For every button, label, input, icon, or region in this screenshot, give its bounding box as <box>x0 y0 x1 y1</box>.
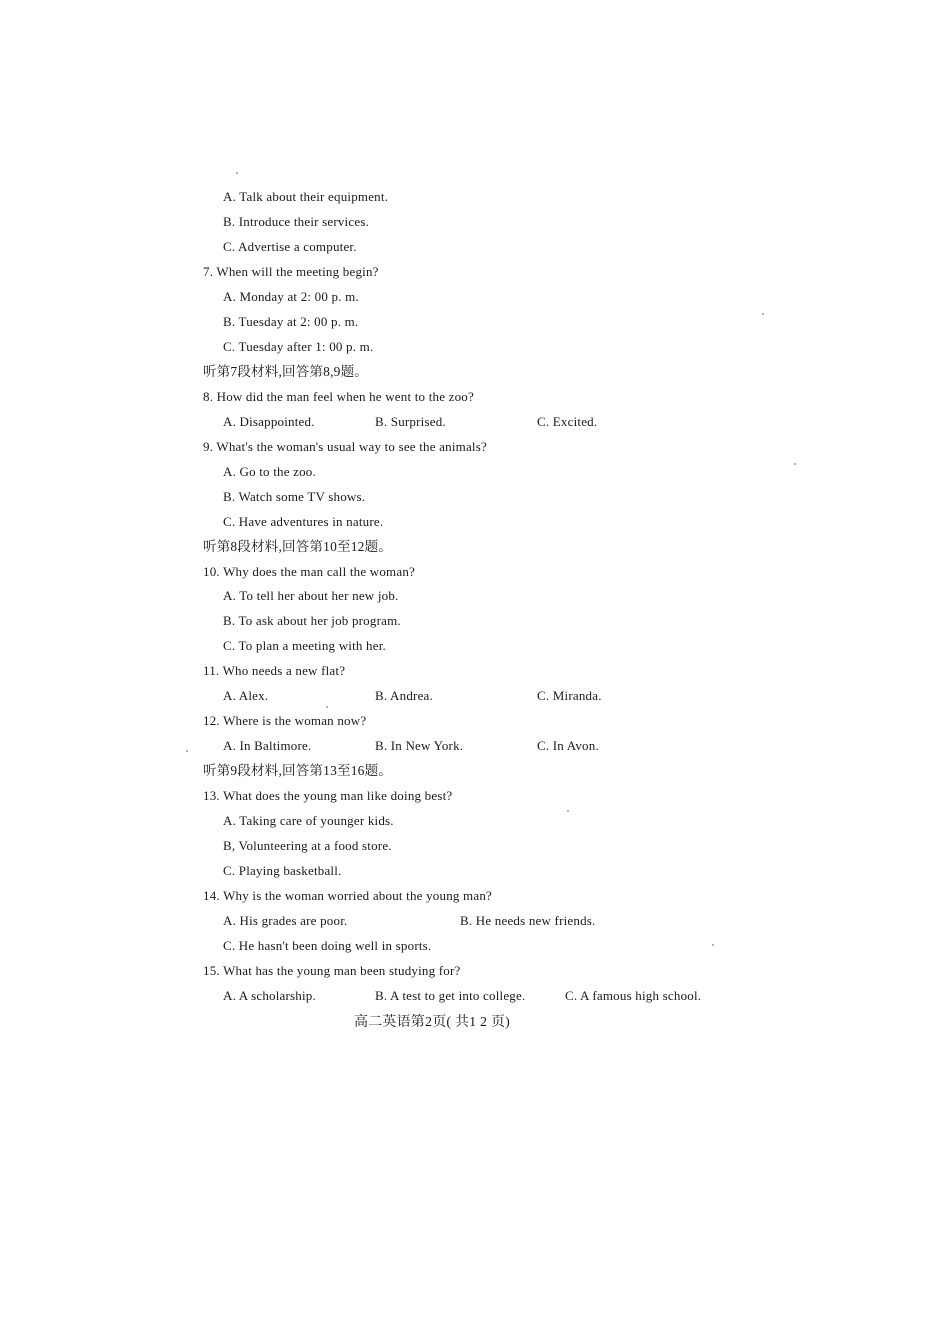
page-footer: 高二英语第2页( 共1 2 页) <box>354 1015 511 1030</box>
q7-option-a: A. Monday at 2: 00 p. m. <box>223 289 359 304</box>
q9-option-b: B. Watch some TV shows. <box>223 489 366 504</box>
question-13: 13. What does the young man like doing best? <box>203 788 453 803</box>
q10-option-b: B. To ask about her job program. <box>223 613 401 628</box>
q13-option-b: B, Volunteering at a food store. <box>223 838 392 853</box>
question-11: 11. Who needs a new flat? <box>203 663 346 678</box>
q11-option-a: A. Alex. <box>223 688 269 703</box>
question-9: 9. What's the woman's usual way to see the animals? <box>203 439 487 454</box>
q13-option-a: A. Taking care of younger kids. <box>223 813 394 828</box>
q8-option-b: B. Surprised. <box>375 414 446 429</box>
q10-option-a: A. To tell her about her new job. <box>223 588 399 603</box>
q9-option-a: A. Go to the zoo. <box>223 464 316 479</box>
q8-option-a: A. Disappointed. <box>223 414 315 429</box>
scan-speck <box>236 172 238 174</box>
q11-option-b: B. Andrea. <box>375 688 433 703</box>
scan-speck <box>186 750 188 752</box>
scan-speck <box>326 706 328 708</box>
question-14: 14. Why is the woman worried about the young man? <box>203 888 493 903</box>
q7-option-c: C. Tuesday after 1: 00 p. m. <box>223 339 374 354</box>
q12-option-b: B. In New York. <box>375 738 464 753</box>
section-heading-8: 听第8段材料,回答第10至12题。 <box>203 539 393 554</box>
q14-option-a: A. His grades are poor. <box>223 913 348 928</box>
q6-option-a: A. Talk about their equipment. <box>223 189 389 204</box>
scan-speck <box>567 810 569 812</box>
question-8: 8. How did the man feel when he went to the zoo? <box>203 389 474 404</box>
scan-speck <box>712 944 714 946</box>
scan-speck <box>762 313 764 315</box>
q15-option-a: A. A scholarship. <box>223 988 316 1003</box>
q14-option-b: B. He needs new friends. <box>460 913 596 928</box>
question-15: 15. What has the young man been studying for? <box>203 963 461 978</box>
q10-option-c: C. To plan a meeting with her. <box>223 638 386 653</box>
q11-option-c: C. Miranda. <box>537 688 602 703</box>
q12-option-c: C. In Avon. <box>537 738 599 753</box>
q15-option-b: B. A test to get into college. <box>375 988 526 1003</box>
question-12: 12. Where is the woman now? <box>203 713 367 728</box>
q8-option-c: C. Excited. <box>537 414 598 429</box>
q15-option-c: C. A famous high school. <box>565 988 702 1003</box>
q9-option-c: C. Have adventures in nature. <box>223 514 384 529</box>
question-7: 7. When will the meeting begin? <box>203 264 379 279</box>
q6-option-c: C. Advertise a computer. <box>223 239 357 254</box>
q7-option-b: B. Tuesday at 2: 00 p. m. <box>223 314 359 329</box>
scan-speck <box>794 463 796 465</box>
q14-option-c: C. He hasn't been doing well in sports. <box>223 938 432 953</box>
q6-option-b: B. Introduce their services. <box>223 214 370 229</box>
q12-option-a: A. In Baltimore. <box>223 738 312 753</box>
q13-option-c: C. Playing basketball. <box>223 863 342 878</box>
section-heading-7: 听第7段材料,回答第8,9题。 <box>203 364 368 379</box>
section-heading-9: 听第9段材料,回答第13至16题。 <box>203 763 393 778</box>
question-10: 10. Why does the man call the woman? <box>203 564 416 579</box>
